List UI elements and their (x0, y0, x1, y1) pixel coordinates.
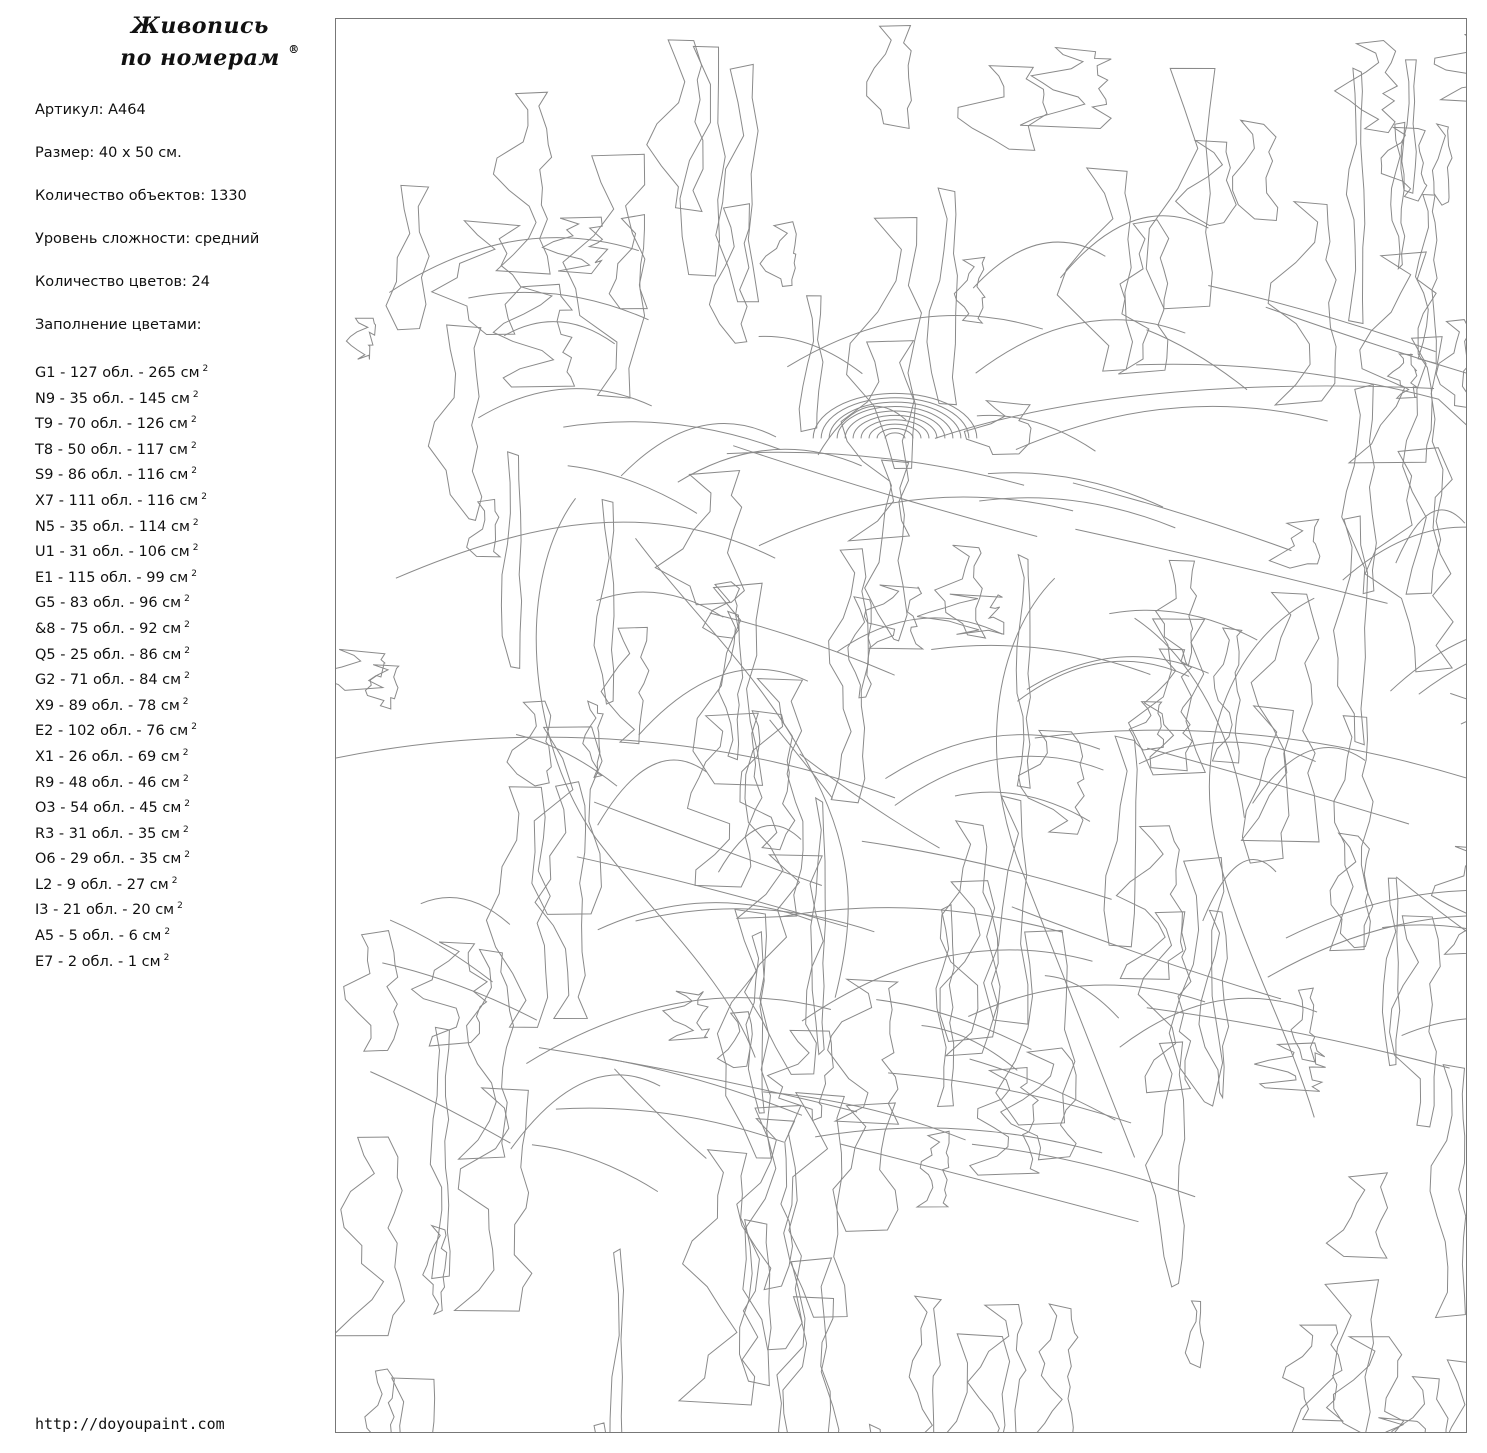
superscript: 2 (202, 364, 209, 374)
outline-path (1075, 529, 1387, 603)
outline-path (1334, 516, 1368, 745)
outline-path (594, 802, 822, 885)
color-fill-text: &8 - 75 обл. - 92 см (35, 620, 182, 637)
outline-path (563, 154, 645, 398)
outline-path (1116, 826, 1182, 980)
outline-path (973, 242, 1105, 288)
superscript: 2 (184, 594, 190, 605)
outline-path (1018, 730, 1084, 834)
color-fill-row (35, 717, 208, 743)
outline-path (1073, 483, 1292, 551)
color-fill-text: Q5 - 25 обл. - 86 см (35, 646, 182, 663)
outline-path (1035, 730, 1466, 778)
outline-path (1104, 736, 1137, 947)
superscript: 2 (191, 466, 198, 477)
superscript: 2 (184, 671, 190, 682)
color-fill-text: N5 - 35 обл. - 114 см (35, 518, 190, 535)
outline-path (719, 611, 743, 759)
color-fill-row (35, 641, 208, 667)
outline-path (917, 594, 1004, 634)
outline-path (1016, 406, 1328, 449)
outline-path (1382, 925, 1466, 956)
color-fill-row (35, 385, 208, 411)
color-fill-row (35, 743, 208, 769)
outline-path (647, 40, 703, 212)
superscript: 2 (182, 773, 189, 784)
outline-path (1436, 320, 1466, 408)
outline-path (1045, 976, 1119, 1019)
outline-path (1147, 330, 1247, 390)
outline-path (1365, 448, 1453, 672)
outline-path (1401, 60, 1416, 193)
superscript: 2 (182, 747, 189, 758)
outline-path (955, 792, 1090, 821)
outline-path (467, 499, 500, 556)
registered-mark: ® (288, 43, 300, 56)
outline-path (968, 1304, 1026, 1432)
outline-path (1326, 1173, 1387, 1258)
outline-path (968, 985, 1205, 1016)
outline-path (390, 920, 492, 982)
color-fill-row (35, 692, 208, 718)
colors-count-text: Количество цветов: 24 (35, 274, 210, 290)
coloring-canvas (335, 18, 1467, 1433)
outline-path (336, 737, 895, 798)
product-info (35, 100, 259, 358)
superscript: 2 (184, 619, 190, 630)
outline-path (988, 473, 1163, 507)
outline-path (1350, 1418, 1430, 1432)
outline-path (1402, 1018, 1466, 1039)
outline-path (759, 336, 863, 373)
outline-path (346, 318, 375, 359)
superscript: 2 (192, 543, 199, 554)
outline-path (598, 760, 707, 825)
color-fill-row (35, 948, 208, 974)
outline-path (813, 393, 977, 438)
outline-path (1057, 168, 1132, 371)
outline-path (655, 471, 744, 605)
color-fill-row (35, 538, 208, 564)
logo-line2-text: по номерам (120, 45, 280, 71)
outline-path (1419, 639, 1466, 694)
outline-path (382, 963, 537, 1020)
outline-path (737, 679, 803, 919)
outline-path (1242, 706, 1293, 863)
color-fill-row (35, 436, 208, 462)
outline-path (1176, 140, 1237, 225)
color-fill-text: G1 - 127 обл. - 265 см (35, 365, 200, 381)
color-fill-text: E1 - 115 обл. - 99 см (35, 569, 189, 586)
logo-line2 (120, 42, 300, 74)
outline-path (609, 215, 647, 309)
outline-path (1209, 598, 1314, 1117)
color-fill-text: A5 - 5 обл. - 6 см (35, 928, 162, 945)
color-fill-row (35, 359, 208, 385)
outline-path (932, 1334, 1010, 1432)
color-fill-text: E7 - 2 обл. - 1 см (35, 953, 161, 970)
outline-path (428, 325, 481, 520)
outline-path (421, 897, 510, 924)
fill-heading: Заполнение цветами: (35, 317, 202, 333)
outline-path (885, 433, 905, 438)
color-fill-row (35, 666, 208, 692)
outline-path (853, 415, 937, 438)
color-fill-row (35, 461, 208, 487)
outline-path (1349, 252, 1436, 463)
superscript: 2 (184, 799, 190, 810)
outline-path (1185, 1301, 1203, 1368)
color-fill-row (35, 922, 208, 948)
color-fill-text: X7 - 111 обл. - 116 см (35, 492, 199, 509)
outline-path (1147, 1008, 1450, 1068)
outline-path (888, 1073, 1131, 1123)
line-art (336, 19, 1466, 1432)
outline-path (1136, 364, 1439, 399)
outline-path (1450, 693, 1466, 772)
outline-path (784, 1093, 847, 1318)
outline-path (763, 1092, 965, 1140)
outline-path (1269, 519, 1320, 568)
color-fill-row (35, 871, 208, 897)
outline-path (1330, 716, 1373, 951)
superscript: 2 (191, 722, 197, 733)
outline-path (931, 645, 1150, 674)
superscript: 2 (184, 850, 190, 861)
color-fill-text: L2 - 9 обл. - 27 см (35, 876, 169, 893)
outline-path (1146, 68, 1215, 308)
outline-path (1343, 527, 1466, 580)
color-fill-text: R9 - 48 обл. - 46 см (35, 774, 180, 791)
website-link[interactable]: http://doyoupaint.com (35, 1415, 225, 1433)
outline-path (703, 582, 740, 638)
outline-path (718, 825, 801, 872)
outline-path (727, 452, 1024, 485)
outline-path (1342, 384, 1377, 593)
outline-path (594, 500, 614, 705)
outline-path (829, 549, 869, 803)
outline-path (1291, 988, 1315, 1062)
outline-path (840, 1144, 1138, 1222)
color-fill-text: G2 - 71 обл. - 84 см (35, 672, 182, 689)
outline-path (976, 320, 1186, 373)
color-fill-row (35, 513, 208, 539)
outline-path (614, 1069, 706, 1159)
outline-path (1146, 1042, 1185, 1287)
color-fill-text: U1 - 31 обл. - 106 см (35, 544, 190, 561)
superscript: 2 (171, 875, 178, 886)
outline-path (818, 406, 906, 455)
outline-path (1346, 68, 1364, 323)
color-fill-row (35, 845, 208, 871)
outline-path (885, 735, 1100, 779)
superscript: 2 (184, 645, 190, 656)
superscript: 2 (192, 389, 199, 400)
color-fill-text: X1 - 26 обл. - 69 см (35, 748, 180, 765)
color-fill-text: O3 - 54 обл. - 45 см (35, 800, 182, 817)
outline-path (501, 452, 521, 669)
outline-path (336, 1137, 404, 1336)
outline-path (733, 446, 1037, 537)
outline-path (841, 341, 914, 541)
outline-path (1432, 124, 1452, 205)
outline-path (621, 423, 776, 475)
outline-path (366, 1378, 434, 1432)
outline-path (1020, 48, 1111, 129)
outline-path (635, 538, 848, 997)
color-fill-row (35, 769, 208, 795)
outline-path (1434, 33, 1466, 104)
outline-path (1390, 626, 1466, 691)
logo-line1: Живопись (131, 13, 269, 39)
color-fill-row (35, 410, 208, 436)
color-fill-row (35, 820, 208, 846)
outline-path (532, 1145, 658, 1192)
color-fill-text: T8 - 50 обл. - 117 см (35, 441, 188, 458)
color-fill-text: N9 - 35 обл. - 145 см (35, 390, 190, 407)
outline-path (739, 1220, 771, 1386)
color-fill-text: G5 - 83 обл. - 96 см (35, 595, 182, 612)
outline-path (760, 222, 796, 287)
color-fill-row (35, 794, 208, 820)
outline-path (1001, 1048, 1076, 1160)
outline-path (799, 296, 823, 432)
outline-path (802, 950, 1092, 1021)
superscript: 2 (163, 952, 170, 963)
outline-path (909, 1296, 942, 1432)
superscript: 2 (182, 696, 189, 707)
color-fill-text: T9 - 70 обл. - 126 см (35, 416, 188, 433)
color-fill-text: I3 - 21 обл. - 20 см (35, 902, 175, 919)
outline-path (336, 649, 385, 690)
color-fill-text: O6 - 29 обл. - 35 см (35, 851, 182, 868)
outline-path (601, 627, 649, 743)
color-fill-text: R3 - 31 обл. - 35 см (35, 825, 180, 842)
outline-path (917, 1131, 949, 1207)
outline-path (1128, 619, 1205, 775)
outline-path (972, 1144, 1195, 1197)
color-fill-row (35, 589, 208, 615)
outline-path (588, 1423, 610, 1432)
color-fill-text: X9 - 89 обл. - 78 см (35, 697, 180, 714)
superscript: 2 (190, 440, 197, 451)
color-fill-text: S9 - 86 обл. - 116 см (35, 467, 189, 484)
outline-path (610, 1249, 624, 1432)
outline-path (1439, 399, 1466, 478)
outline-path (861, 420, 929, 439)
outline-path (344, 931, 399, 1052)
article-text: Артикул: A464 (35, 102, 146, 118)
outline-path (716, 64, 759, 301)
outline-path (679, 1150, 759, 1405)
outline-path (365, 1369, 394, 1432)
outline-path (1035, 1304, 1078, 1432)
outline-path (1109, 610, 1257, 640)
outline-path (1431, 846, 1466, 954)
outline-path (1430, 1065, 1466, 1318)
outline-path (958, 66, 1047, 151)
color-fill-row (35, 487, 208, 513)
outline-path (1138, 912, 1191, 1093)
outline-path (535, 782, 587, 1019)
outline-path (811, 798, 826, 1055)
outline-path (493, 92, 551, 274)
outline-path (504, 322, 615, 344)
outline-path (370, 1072, 510, 1143)
superscript: 2 (191, 568, 197, 579)
outline-path (1431, 1360, 1466, 1432)
superscript: 2 (182, 824, 189, 835)
outline-path (1156, 560, 1197, 666)
outline-path (970, 1068, 1040, 1176)
outline-path (432, 221, 521, 335)
color-fill-row (35, 615, 208, 641)
outline-path (922, 1025, 1018, 1070)
outline-path (542, 217, 607, 274)
outline-path (486, 787, 550, 1028)
objects-count-text: Количество объектов: 1330 (35, 188, 247, 204)
size-text: Размер: 40 х 50 см. (35, 145, 182, 161)
outline-path (867, 25, 912, 128)
outline-path (430, 1027, 450, 1278)
brand-logo (100, 10, 300, 74)
outline-path (423, 1225, 447, 1314)
outline-path (927, 188, 957, 405)
outline-path (389, 238, 639, 293)
color-fill-row (35, 896, 208, 922)
outline-path (396, 522, 775, 578)
outline-path (532, 727, 602, 915)
outline-path (568, 466, 697, 514)
superscript: 2 (190, 415, 197, 426)
outline-path (1233, 120, 1278, 220)
outline-path (663, 991, 709, 1040)
outline-path (979, 498, 1175, 528)
superscript: 2 (177, 901, 183, 912)
outline-path (511, 1075, 660, 1149)
superscript: 2 (164, 927, 171, 938)
outline-path (1396, 510, 1465, 563)
outline-path (717, 909, 771, 1158)
outline-path (861, 1424, 883, 1432)
color-fill-list (35, 359, 208, 973)
superscript: 2 (192, 517, 199, 528)
outline-path (717, 1012, 752, 1068)
outline-path (1203, 860, 1276, 921)
outline-path (1169, 858, 1224, 1106)
outline-path (1118, 220, 1168, 374)
outline-path (1208, 286, 1435, 352)
outline-path (743, 1105, 802, 1349)
outline-path (746, 932, 764, 1113)
outline-path (1241, 592, 1319, 842)
outline-path (577, 857, 847, 927)
outline-path (1016, 555, 1030, 788)
outline-path (386, 185, 429, 329)
outline-path (759, 497, 1073, 546)
info-sidebar (0, 0, 320, 1453)
difficulty-text: Уровень сложности: средний (35, 231, 260, 247)
outline-path (936, 905, 954, 1107)
outline-path (454, 1088, 531, 1311)
outline-path (954, 257, 985, 323)
outline-path (1461, 707, 1466, 728)
color-fill-row (35, 564, 208, 590)
outline-path (940, 821, 998, 1056)
outline-path (1335, 40, 1398, 132)
outline-path (478, 389, 651, 418)
outline-path (493, 284, 574, 387)
color-fill-text: E2 - 102 обл. - 76 см (35, 723, 189, 740)
outline-path (687, 713, 761, 887)
outline-path (1254, 1043, 1325, 1091)
superscript: 2 (201, 491, 207, 502)
outline-path (777, 1258, 839, 1432)
